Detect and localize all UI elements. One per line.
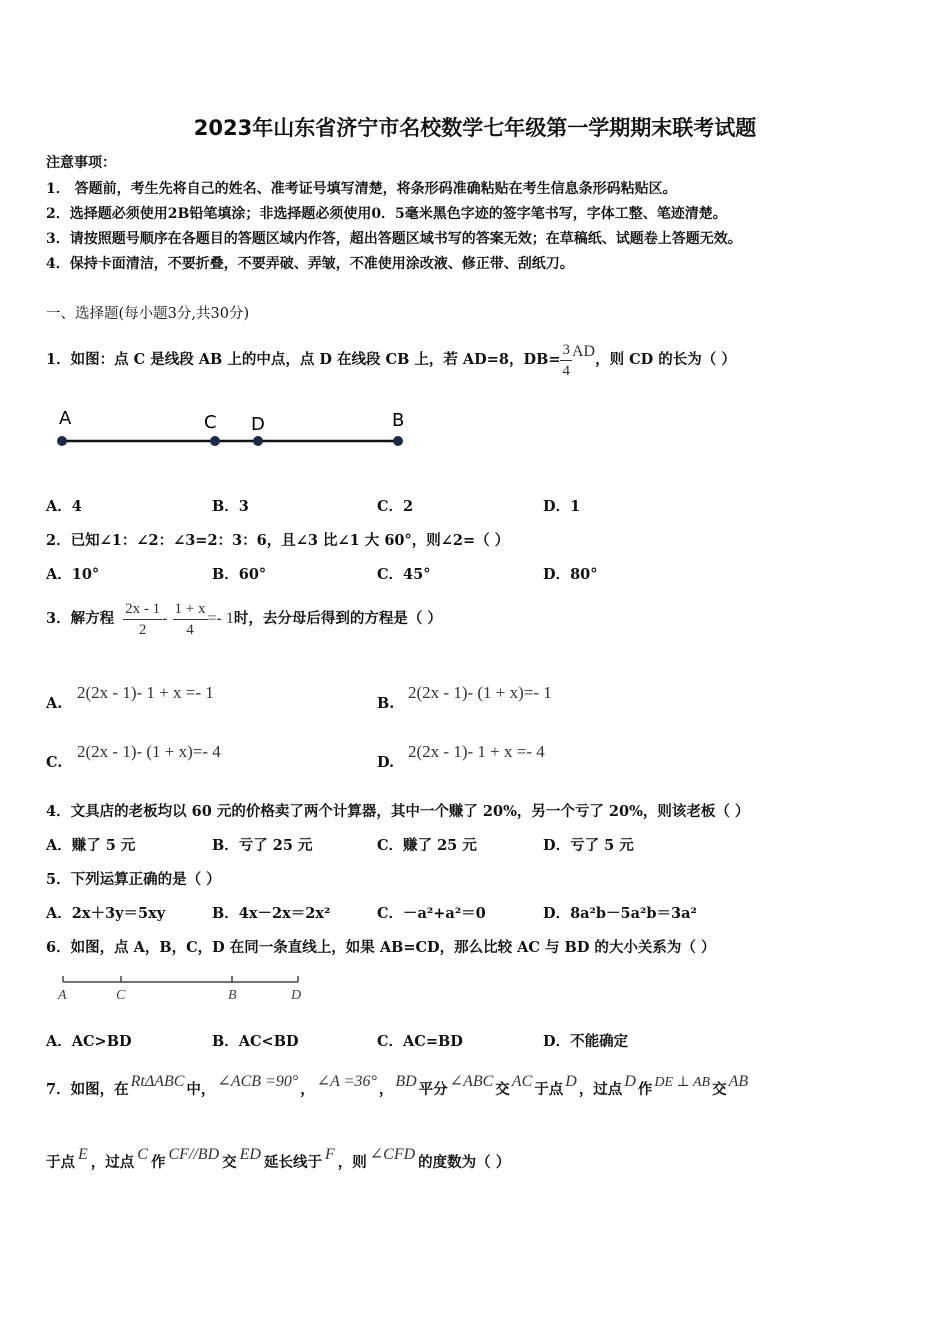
q7-text: ，过点 <box>578 1081 623 1098</box>
q6-label-a: A <box>58 988 67 1003</box>
question-5: 5．下列运算正确的是（ ） <box>46 871 221 888</box>
page-title: 2023年山东省济宁市名校数学七年级第一学期期末联考试题 <box>193 116 757 140</box>
q1-frac-den: 4 <box>562 362 570 379</box>
note-item: 1． 答题前，考生先将自己的姓名、准考证号填写清楚，将条形码准确粘贴在考生信息条形码粘贴区。 <box>46 181 677 197</box>
q3-option-c-math[interactable]: 2(2x - 1)- (1 + x)=- 4 <box>77 742 221 761</box>
q7-text: 作 <box>150 1154 166 1171</box>
q7-math: AB <box>728 1073 749 1090</box>
q3-f2-den: 4 <box>186 621 194 638</box>
q6-option-d[interactable]: D．不能确定 <box>543 1033 629 1050</box>
q7-text: 于点 <box>534 1081 564 1098</box>
note-item: 4．保持卡面清洁，不要折叠，不要弄破、弄皱，不准使用涂改液、修正带、刮纸刀。 <box>46 256 574 272</box>
q6-label-b: B <box>228 988 237 1003</box>
q7-math: ∠ACB =90° <box>217 1073 299 1090</box>
q6-label-d: D <box>291 988 302 1003</box>
q1-label-c: C <box>204 412 217 433</box>
q1-text-b: ，则 CD 的长为（ ） <box>595 351 736 368</box>
q7-text: ， <box>378 1081 394 1098</box>
question-3 <box>46 596 442 642</box>
q3-prefix: 3．解方程 <box>46 610 115 627</box>
notes-heading: 注意事项： <box>46 155 116 171</box>
q1-point-d <box>253 436 263 446</box>
q2-option-a[interactable]: A．10° <box>46 566 100 583</box>
q3-option-d-label[interactable]: D. <box>377 754 395 771</box>
q3-option-a-label[interactable]: A. <box>46 695 63 712</box>
note-item: 2．选择题必须使用2B铅笔填涂；非选择题必须使用0．5毫米黑色字迹的签字笔书写，字体工整、笔迹清楚。 <box>46 206 727 222</box>
q6-option-b[interactable]: B．AC<BD <box>212 1033 299 1050</box>
q7-math: C <box>137 1146 148 1163</box>
q7-text: ，过点 <box>90 1154 135 1171</box>
q4-option-c[interactable]: C．赚了 25 元 <box>377 837 477 854</box>
q1-option-d[interactable]: D．1 <box>543 498 581 515</box>
q3-fraction-1 <box>123 599 162 640</box>
q3-f1-num: 2x - 1 <box>123 599 162 620</box>
q2-option-d[interactable]: D．80° <box>543 566 598 583</box>
q7-text: ，则 <box>337 1154 367 1171</box>
question-2: 2．已知∠1：∠2：∠3=2：3：6，且∠3 比∠1 大 60°，则∠2=（ ） <box>46 532 510 549</box>
q7-text: 于点 <box>46 1154 75 1171</box>
q7-text: 中， <box>186 1081 216 1098</box>
question-4: 4．文具店的老板均以 60 元的价格卖了两个计算器，其中一个赚了 20%，另一个亏了 20%，则该老板（ ） <box>46 803 750 820</box>
question-6: 6．如图，点 A，B，C，D 在同一条直线上，如果 AB=CD，那么比较 AC 与 BD 的大小关系为（ ） <box>46 939 716 956</box>
q6-option-c[interactable]: C．AC=BD <box>377 1033 463 1050</box>
q5-option-a[interactable]: A．2x＋3y＝5xy <box>46 905 166 922</box>
q6-option-a[interactable]: A．AC>BD <box>46 1033 132 1050</box>
q3-option-a-math[interactable]: 2(2x - 1)- 1 + x =- 1 <box>77 683 214 702</box>
q1-fraction <box>560 340 572 381</box>
q7-math: F <box>324 1146 335 1163</box>
q1-label-b: B <box>392 410 405 431</box>
q7-math: D <box>624 1073 636 1090</box>
q3-f1-den: 2 <box>138 621 147 638</box>
q1-frac-num: 3 <box>560 340 572 361</box>
q3-fraction-2 <box>173 599 208 640</box>
q4-option-a[interactable]: A．赚了 5 元 <box>46 837 136 854</box>
q7-text: 延长线于 <box>263 1154 322 1171</box>
q7-math: ∠CFD <box>369 1146 416 1163</box>
q4-option-d[interactable]: D．亏了 5 元 <box>543 837 634 854</box>
q1-frac-tail: AD <box>571 343 596 360</box>
q2-option-b[interactable]: B．60° <box>212 566 267 583</box>
q7-math: AC <box>511 1073 533 1090</box>
q7-text: 平分 <box>418 1081 448 1098</box>
q3-rhs: =- 1 <box>207 610 234 627</box>
q7-text: 交 <box>222 1154 237 1171</box>
q5-option-b[interactable]: B．4x－2x＝2x² <box>212 905 331 922</box>
q1-point-a <box>57 436 67 446</box>
question-7-line-2 <box>46 1135 510 1183</box>
q7-text: 作 <box>637 1081 653 1098</box>
note-item: 3．请按照题号顺序在各题目的答题区域内作答，超出答题区域书写的答案无效；在草稿纸、试题卷上答题无效。 <box>46 231 742 247</box>
q7-text: 7．如图，在 <box>46 1081 129 1098</box>
q1-option-a[interactable]: A．4 <box>46 498 82 515</box>
q7-math: RtΔABC <box>130 1073 185 1090</box>
q4-option-b[interactable]: B．亏了 25 元 <box>212 837 313 854</box>
q1-text-a: 1．如图：点 C 是线段 AB 上的中点，点 D 在线段 CB 上，若 AD=8，DB= <box>46 351 561 368</box>
q7-math: CF//BD <box>168 1146 220 1163</box>
q7-math: DE ⊥ AB <box>654 1075 711 1090</box>
q7-math: ED <box>239 1146 261 1163</box>
q6-label-c: C <box>116 988 126 1003</box>
q3-minus: - <box>162 610 168 627</box>
question-7-line-1 <box>46 1062 750 1110</box>
q7-text: 交 <box>712 1081 727 1098</box>
q7-math: ∠A =36° <box>316 1073 377 1090</box>
q6-line-figure <box>46 970 316 1006</box>
question-1 <box>46 330 736 382</box>
section-heading: 一、选择题(每小题3分,共30分) <box>46 306 250 322</box>
q3-f2-num: 1 + x <box>173 599 208 620</box>
q7-math: D <box>565 1073 577 1090</box>
q2-option-c[interactable]: C．45° <box>377 566 431 583</box>
q1-point-c <box>210 436 220 446</box>
q3-suffix: 时，去分母后得到的方程是（ ） <box>233 610 442 627</box>
q1-segment-figure <box>46 402 426 458</box>
q7-text: 交 <box>495 1081 510 1098</box>
q3-option-d-math[interactable]: 2(2x - 1)- 1 + x =- 4 <box>408 742 545 761</box>
q7-text: ， <box>300 1081 315 1098</box>
q1-label-d: D <box>251 414 265 435</box>
q5-option-c[interactable]: C．－a²+a²＝0 <box>377 905 486 922</box>
q3-option-b-label[interactable]: B. <box>377 695 395 712</box>
q3-option-b-math[interactable]: 2(2x - 1)- (1 + x)=- 1 <box>408 683 552 702</box>
q7-text: 的度数为（ ） <box>418 1154 511 1171</box>
q7-math: ∠ABC <box>449 1073 494 1090</box>
q1-point-b <box>393 436 403 446</box>
q3-option-c-label[interactable]: C. <box>46 754 63 771</box>
q1-label-a: A <box>59 408 72 429</box>
q7-math: E <box>78 1146 88 1163</box>
q7-math: BD <box>395 1073 417 1090</box>
q5-option-d[interactable]: D．8a²b－5a²b＝3a² <box>543 905 697 922</box>
q1-option-b[interactable]: B．3 <box>212 498 249 515</box>
q1-option-c[interactable]: C．2 <box>377 498 414 515</box>
